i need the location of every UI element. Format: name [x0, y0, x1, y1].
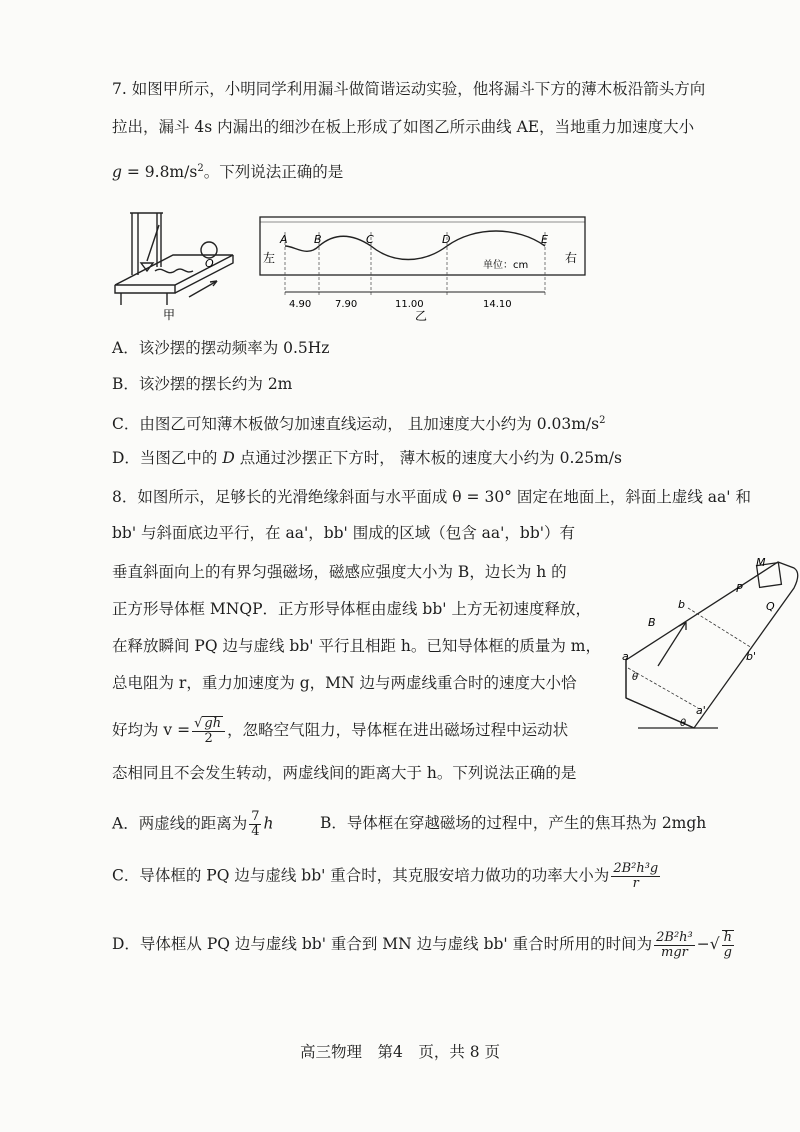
point-d-label: D [442, 233, 451, 246]
q8-option-a-numerator: 7 [251, 809, 260, 824]
q8-velocity-prefix: 好均为 v = [112, 721, 191, 739]
segment-bc: 7.90 [335, 299, 358, 310]
q7-option-c-exponent: 2 [599, 415, 606, 426]
q8-option-a [112, 810, 273, 839]
segment-de: 14.10 [483, 299, 512, 310]
q7-option-c-text: C．由图乙可知薄木板做匀加速直线运动， 且加速度大小约为 0.03m/s [112, 415, 600, 434]
q8-option-c [112, 862, 662, 891]
q8-line-1: 8．如图所示，足够长的光滑绝缘斜面与水平面成 θ = 30° 固定在地面上，斜面上虚线 aa' 和 [112, 488, 751, 506]
q8-option-d-prefix: D．导体框从 PQ 边与虚线 bb' 重合到 MN 边与虚线 bb' 重合时所用的时间为 [112, 935, 653, 953]
q7-option-b: B．该沙摆的摆长约为 2m [112, 375, 293, 393]
figure-jia-caption: 甲 [163, 308, 176, 322]
q7-option-d-prefix: D．当图乙中的 [112, 449, 223, 467]
q7-prompt: 。下列说法正确的是 [203, 163, 344, 182]
q7-option-d-point: D [222, 449, 235, 467]
q8-option-d-denominator: mgr [661, 944, 688, 960]
q8-line-5: 在释放瞬间 PQ 边与虚线 bb' 平行且相距 h。已知导体框的质量为 m， [112, 637, 601, 655]
fig-q8-label-field-b: B [648, 616, 656, 629]
q8-option-d-sqrt-denominator: g [723, 945, 732, 960]
q8-velocity-denominator: 2 [204, 731, 213, 746]
point-c-label: C [366, 233, 374, 246]
q7-line-3 [112, 158, 343, 183]
segment-ab: 4.90 [289, 299, 312, 310]
fig-q8-label-q: Q [766, 600, 775, 613]
q7-option-d-suffix: 点通过沙摆正下方时， 薄木板的速度大小约为 0.25m/s [234, 449, 622, 467]
q8-option-a-prefix: A．两虚线的距离为 [112, 814, 248, 833]
q8-option-c-numerator: 2B²h³g [613, 861, 659, 876]
q7-option-c [112, 410, 605, 435]
fig-q8-label-m: M [756, 556, 766, 569]
q8-option-c-prefix: C．导体框的 PQ 边与虚线 bb' 重合时，其克服安培力做功的功率大小为 [112, 866, 610, 885]
point-a-label: A [280, 233, 288, 246]
q8-line-2: bb' 与斜面底边平行，在 aa'，bb' 围成的区域（包含 aa'，bb'）有 [112, 524, 576, 542]
q7-option-a: A．该沙摆的摆动频率为 0.5Hz [112, 339, 330, 357]
fig-q8-label-theta-1: θ [632, 672, 639, 683]
segment-cd: 11.00 [395, 299, 424, 310]
q8-option-c-denominator: r [632, 876, 639, 891]
q8-option-c-fraction [611, 862, 660, 891]
q8-option-a-denominator: 4 [251, 824, 260, 839]
q8-line-7 [112, 716, 568, 746]
q8-option-d: D．导体框从 PQ 边与虚线 bb' 重合到 MN 边与虚线 bb' 重合时所用的时间为 $\frac{\text{2B²h³}}{\text{mgr}}$ −√ $\frac{h}{g}$ [112, 929, 733, 960]
q8-option-d-minus: − [696, 935, 710, 953]
q8-option-d-numerator: 2B²h³ [656, 929, 693, 945]
q8-option-d-sqrt-numerator: h [723, 930, 733, 945]
point-b-label: B [314, 233, 322, 246]
figure-yi-left-label: 左 [263, 251, 276, 265]
fig-q8-label-p: P [736, 582, 743, 595]
fig-q8-label-a: a [622, 650, 629, 663]
q8-option-a-variable: h [263, 814, 274, 833]
figure-yi [255, 212, 595, 322]
q8-option-d-sqrt-fraction [722, 930, 734, 960]
figure-yi-unit: 单位：cm [483, 260, 529, 271]
figure-jia [105, 205, 240, 325]
q8-line-6: 总电阻为 r，重力加速度为 g，MN 边与两虚线重合时的速度大小恰 [112, 674, 577, 692]
q8-velocity-fraction: $\frac{√ gh}{2}$ [192, 716, 225, 746]
point-e-label: E [541, 233, 548, 246]
q8-option-d-fraction [654, 931, 695, 960]
q8-line-3: 垂直斜面向上的有界匀强磁场，磁感应强度大小为 B，边长为 h 的 [112, 563, 567, 581]
fig-q8-label-bprime: b' [746, 650, 757, 663]
figure-yi-sand-curve [285, 231, 545, 260]
fig-q8-label-aprime: a' [696, 704, 706, 717]
figure-jia-o-label: O [205, 257, 214, 270]
q8-line-8: 态相同且不会发生转动，两虚线间的距离大于 h。下列说法正确的是 [112, 764, 577, 782]
fig-q8-label-theta-2: θ [680, 718, 687, 729]
q7-g-value: = 9.8m/s [121, 163, 198, 182]
fig-q8-label-b: b [678, 598, 685, 611]
q8-velocity-numerator: gh [204, 716, 222, 731]
figure-q8-incline [618, 548, 800, 743]
q8-velocity-suffix: ，忽略空气阻力，导体框在进出磁场过程中运动状 [227, 721, 569, 739]
q7-g-symbol: g [112, 163, 122, 182]
q8-line-4: 正方形导体框 MNQP．正方形导体框由虚线 bb' 上方无初速度释放， [112, 600, 591, 618]
q8-option-b: B．导体框在穿越磁场的过程中，产生的焦耳热为 2mgh [320, 814, 707, 832]
q7-line-2: 拉出，漏斗 4s 内漏出的细沙在板上形成了如图乙所示曲线 AE，当地重力加速度大小 [112, 118, 695, 136]
q7-option-d [112, 447, 622, 469]
q8-option-a-fraction [249, 810, 261, 839]
q7-line-1: 7. 如图甲所示，小明同学利用漏斗做简谐运动实验，他将漏斗下方的薄木板沿箭头方向 [112, 80, 706, 98]
figure-yi-right-label: 右 [565, 251, 578, 265]
q7-g-exponent: 2 [197, 163, 204, 174]
figure-yi-caption: 乙 [415, 309, 428, 322]
page-footer: 高三物理 第4 页，共 8 页 [299, 1043, 501, 1061]
